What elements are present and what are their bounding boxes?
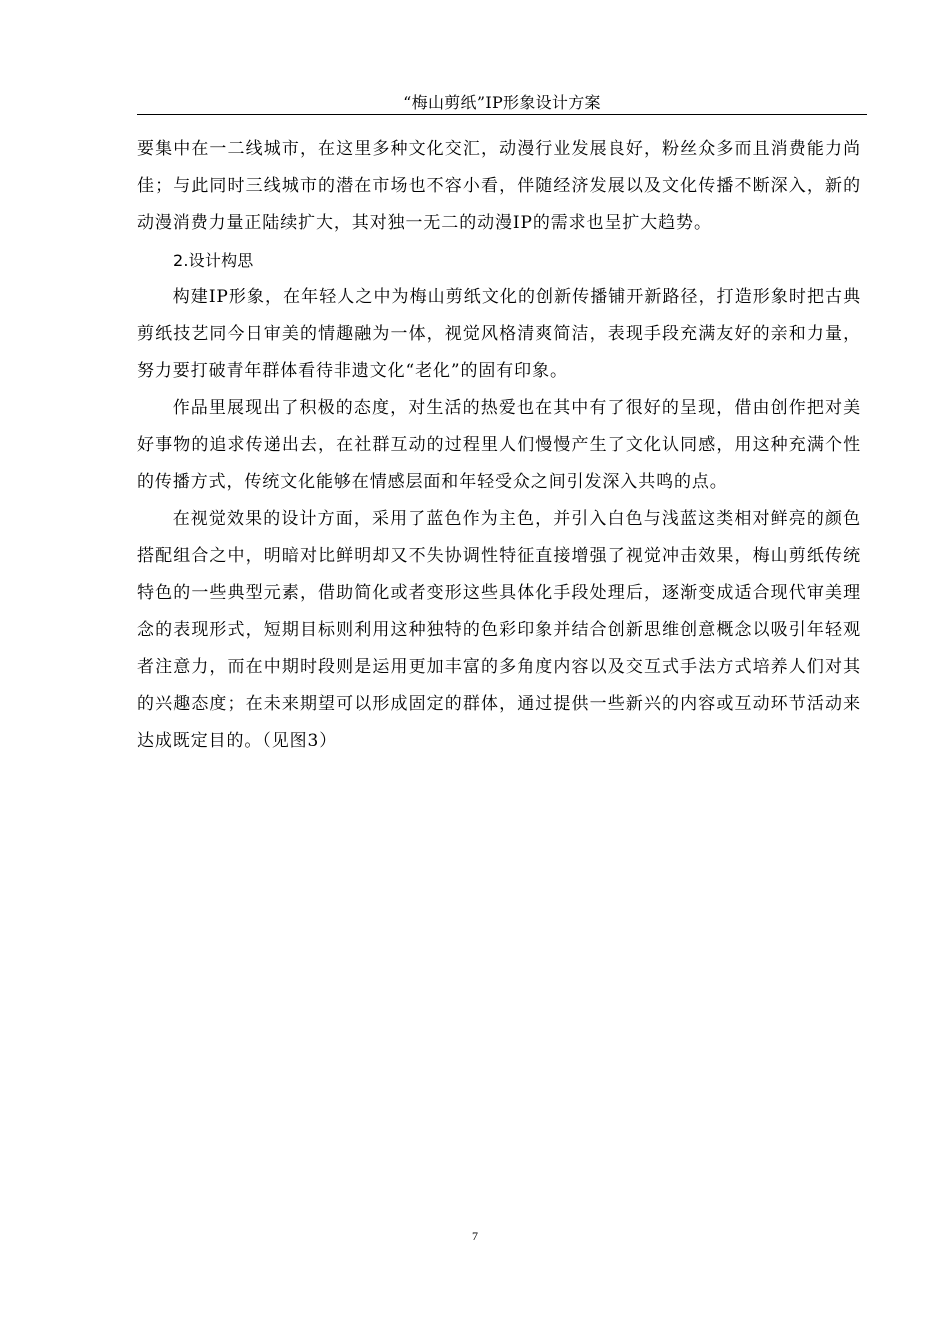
page-number: 7 xyxy=(472,1229,478,1243)
page-header: “梅山剪纸”IP形象设计方案 xyxy=(137,92,867,115)
paragraph-continued: 要集中在一二线城市，在这里多种文化交汇，动漫行业发展良好，粉丝众多而且消费能力尚佳；与此同时三线城市的潜在市场也不容小看，伴随经济发展以及文化传播不断深入，新的动漫消费力量正陆续扩大，其对独一无二的动漫IP的需求也呈扩大趋势。 xyxy=(137,139,861,233)
paragraph: 作品里展现出了积极的态度，对生活的热爱也在其中有了很好的呈现，借由创作把对美好事物的追求传递出去，在社群互动的过程里人们慢慢产生了文化认同感，用这种充满个性的传播方式，传统文化能够在情感层面和年轻受众之间引发深入共鸣的点。 xyxy=(137,398,861,492)
paragraph: 在视觉效果的设计方面，采用了蓝色作为主色，并引入白色与浅蓝这类相对鲜亮的颜色搭配组合之中，明暗对比鲜明却又不失协调性特征直接增强了视觉冲击效果，梅山剪纸传统特色的一些典型元素，借助简化或者变形这些具体化手段处理后，逐渐变成适合现代审美理念的表现形式，短期目标则利用这种独特的色彩印象并结合创新思维创意概念以吸引年轻观者注意力，而在中期时段则是运用更加丰富的多角度内容以及交互式手法方式培养人们对其的兴趣态度；在未来期望可以形成固定的群体，通过提供一些新兴的内容或互动环节活动来达成既定目的。（见图3） xyxy=(137,509,861,751)
document-body xyxy=(137,131,861,760)
section-heading: 2.设计构思 xyxy=(173,251,254,270)
paragraph: 构建IP形象，在年轻人之中为梅山剪纸文化的创新传播铺开新路径，打造形象时把古典剪纸技艺同今日审美的情趣融为一体，视觉风格清爽简洁，表现手段充满友好的亲和力量，努力要打破青年群体看待非遗文化“老化”的固有印象。 xyxy=(137,287,861,381)
